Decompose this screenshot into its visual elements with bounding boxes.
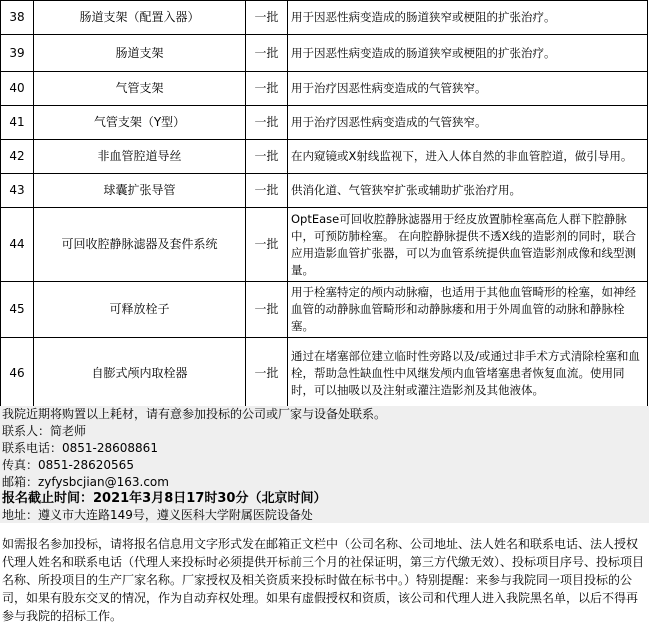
item-usage: 用于治疗因恶性病变造成的气管狭窄。	[288, 106, 648, 140]
table-row	[1, 338, 648, 409]
item-name: 自膨式颅内取栓器	[34, 338, 246, 409]
row-number: 46	[1, 338, 34, 409]
item-quantity: 一批	[246, 72, 288, 106]
contact-phone: 联系电话：0851-28608861	[2, 441, 158, 455]
registration-notice: 如需报名参加投标，请将报名信息用文字形式发在邮箱正文栏中（公司名称、公司地址、法人姓名和联系电话、法人授权代理人姓名和联系电话（代理人来投标时必须提供开标前三个月的社保证明，第三方代缴无效）、投标项目序号、投标项目名称、所投项目的生产厂家名称。厂家授权及相关资质来投标时做在标书中。）特别提醒：来参与我院同一项目投标的公司，如果有股东交叉的情况，作为自动弃权处理。如果有虚假授权和资质，该公司和代理人进入我院黑名单，以后不得再参与我院的招标工作。	[2, 537, 645, 623]
contact-address: 地址：遵义市大连路149号，遵义医科大学附属医院设备处	[2, 508, 313, 522]
item-name: 气管支架	[34, 72, 246, 106]
item-name: 球囊扩张导管	[34, 174, 246, 208]
item-quantity: 一批	[246, 106, 288, 140]
contact-fax: 传真：0851-28620565	[2, 458, 134, 472]
item-usage: 供消化道、气管狭窄扩张或辅助扩张治疗用。	[288, 174, 648, 208]
item-quantity: 一批	[246, 338, 288, 409]
item-name: 可释放栓子	[34, 282, 246, 338]
item-quantity: 一批	[246, 174, 288, 208]
row-number: 42	[1, 140, 34, 174]
table-row	[1, 282, 648, 338]
contact-email: 邮箱：zyfysbcjian@163.com	[2, 475, 169, 489]
item-quantity: 一批	[246, 140, 288, 174]
item-usage: 在内窥镜或X射线监视下，进入人体自然的非血管腔道，做引导用。	[288, 140, 648, 174]
item-usage: 用于因恶性病变造成的肠道狭窄或梗阻的扩张治疗。	[288, 1, 648, 35]
table-row	[1, 72, 648, 106]
item-usage: OptEase可回收腔静脉滤器用于经皮放置肺栓塞高危人群下腔静脉中，可预防肺栓塞。 在向腔静脉提供不透X线的造影剂的同时，联合应用造影血管扩张器，可以为血管系统提供血管造影剂成像和线型测量。	[288, 208, 648, 282]
item-name: 肠道支架（配置入器）	[34, 1, 246, 35]
item-quantity: 一批	[246, 282, 288, 338]
row-number: 45	[1, 282, 34, 338]
item-name: 可回收腔静脉滤器及套件系统	[34, 208, 246, 282]
table-row	[1, 35, 648, 72]
item-usage: 用于栓塞特定的颅内动脉瘤，也适用于其他血管畸形的栓塞，如神经血管的动静脉血管畸形和动静脉瘘和用于外周血管的动脉和静脉栓塞。	[288, 282, 648, 338]
registration-deadline: 报名截止时间：2021年3月8日17时30分（北京时间）	[2, 491, 327, 506]
row-number: 43	[1, 174, 34, 208]
row-number: 41	[1, 106, 34, 140]
table-row	[1, 208, 648, 282]
item-usage: 用于治疗因恶性病变造成的气管狭窄。	[288, 72, 648, 106]
contact-info-block	[0, 406, 649, 523]
table-row	[1, 140, 648, 174]
item-name: 肠道支架	[34, 35, 246, 72]
table-row	[1, 174, 648, 208]
item-quantity: 一批	[246, 1, 288, 35]
row-number: 44	[1, 208, 34, 282]
table-row	[1, 1, 648, 35]
item-usage: 用于因恶性病变造成的肠道狭窄或梗阻的扩张治疗。	[288, 35, 648, 72]
item-quantity: 一批	[246, 208, 288, 282]
item-usage: 通过在堵塞部位建立临时性旁路以及/或通过非手术方式清除栓塞和血栓，帮助急性缺血性中风继发颅内血管堵塞患者恢复血流。使用同时，可以抽吸以及注射或灌注造影剂及其他液体。	[288, 338, 648, 409]
intro-text: 我院近期将购置以上耗材，请有意参加投标的公司或厂家与设备处联系。	[2, 407, 387, 421]
item-name: 非血管腔道导丝	[34, 140, 246, 174]
contact-person: 联系人：简老师	[2, 424, 87, 438]
row-number: 39	[1, 35, 34, 72]
item-quantity: 一批	[246, 35, 288, 72]
row-number: 38	[1, 1, 34, 35]
row-number: 40	[1, 72, 34, 106]
item-name: 气管支架（Y型）	[34, 106, 246, 140]
table-row	[1, 106, 648, 140]
